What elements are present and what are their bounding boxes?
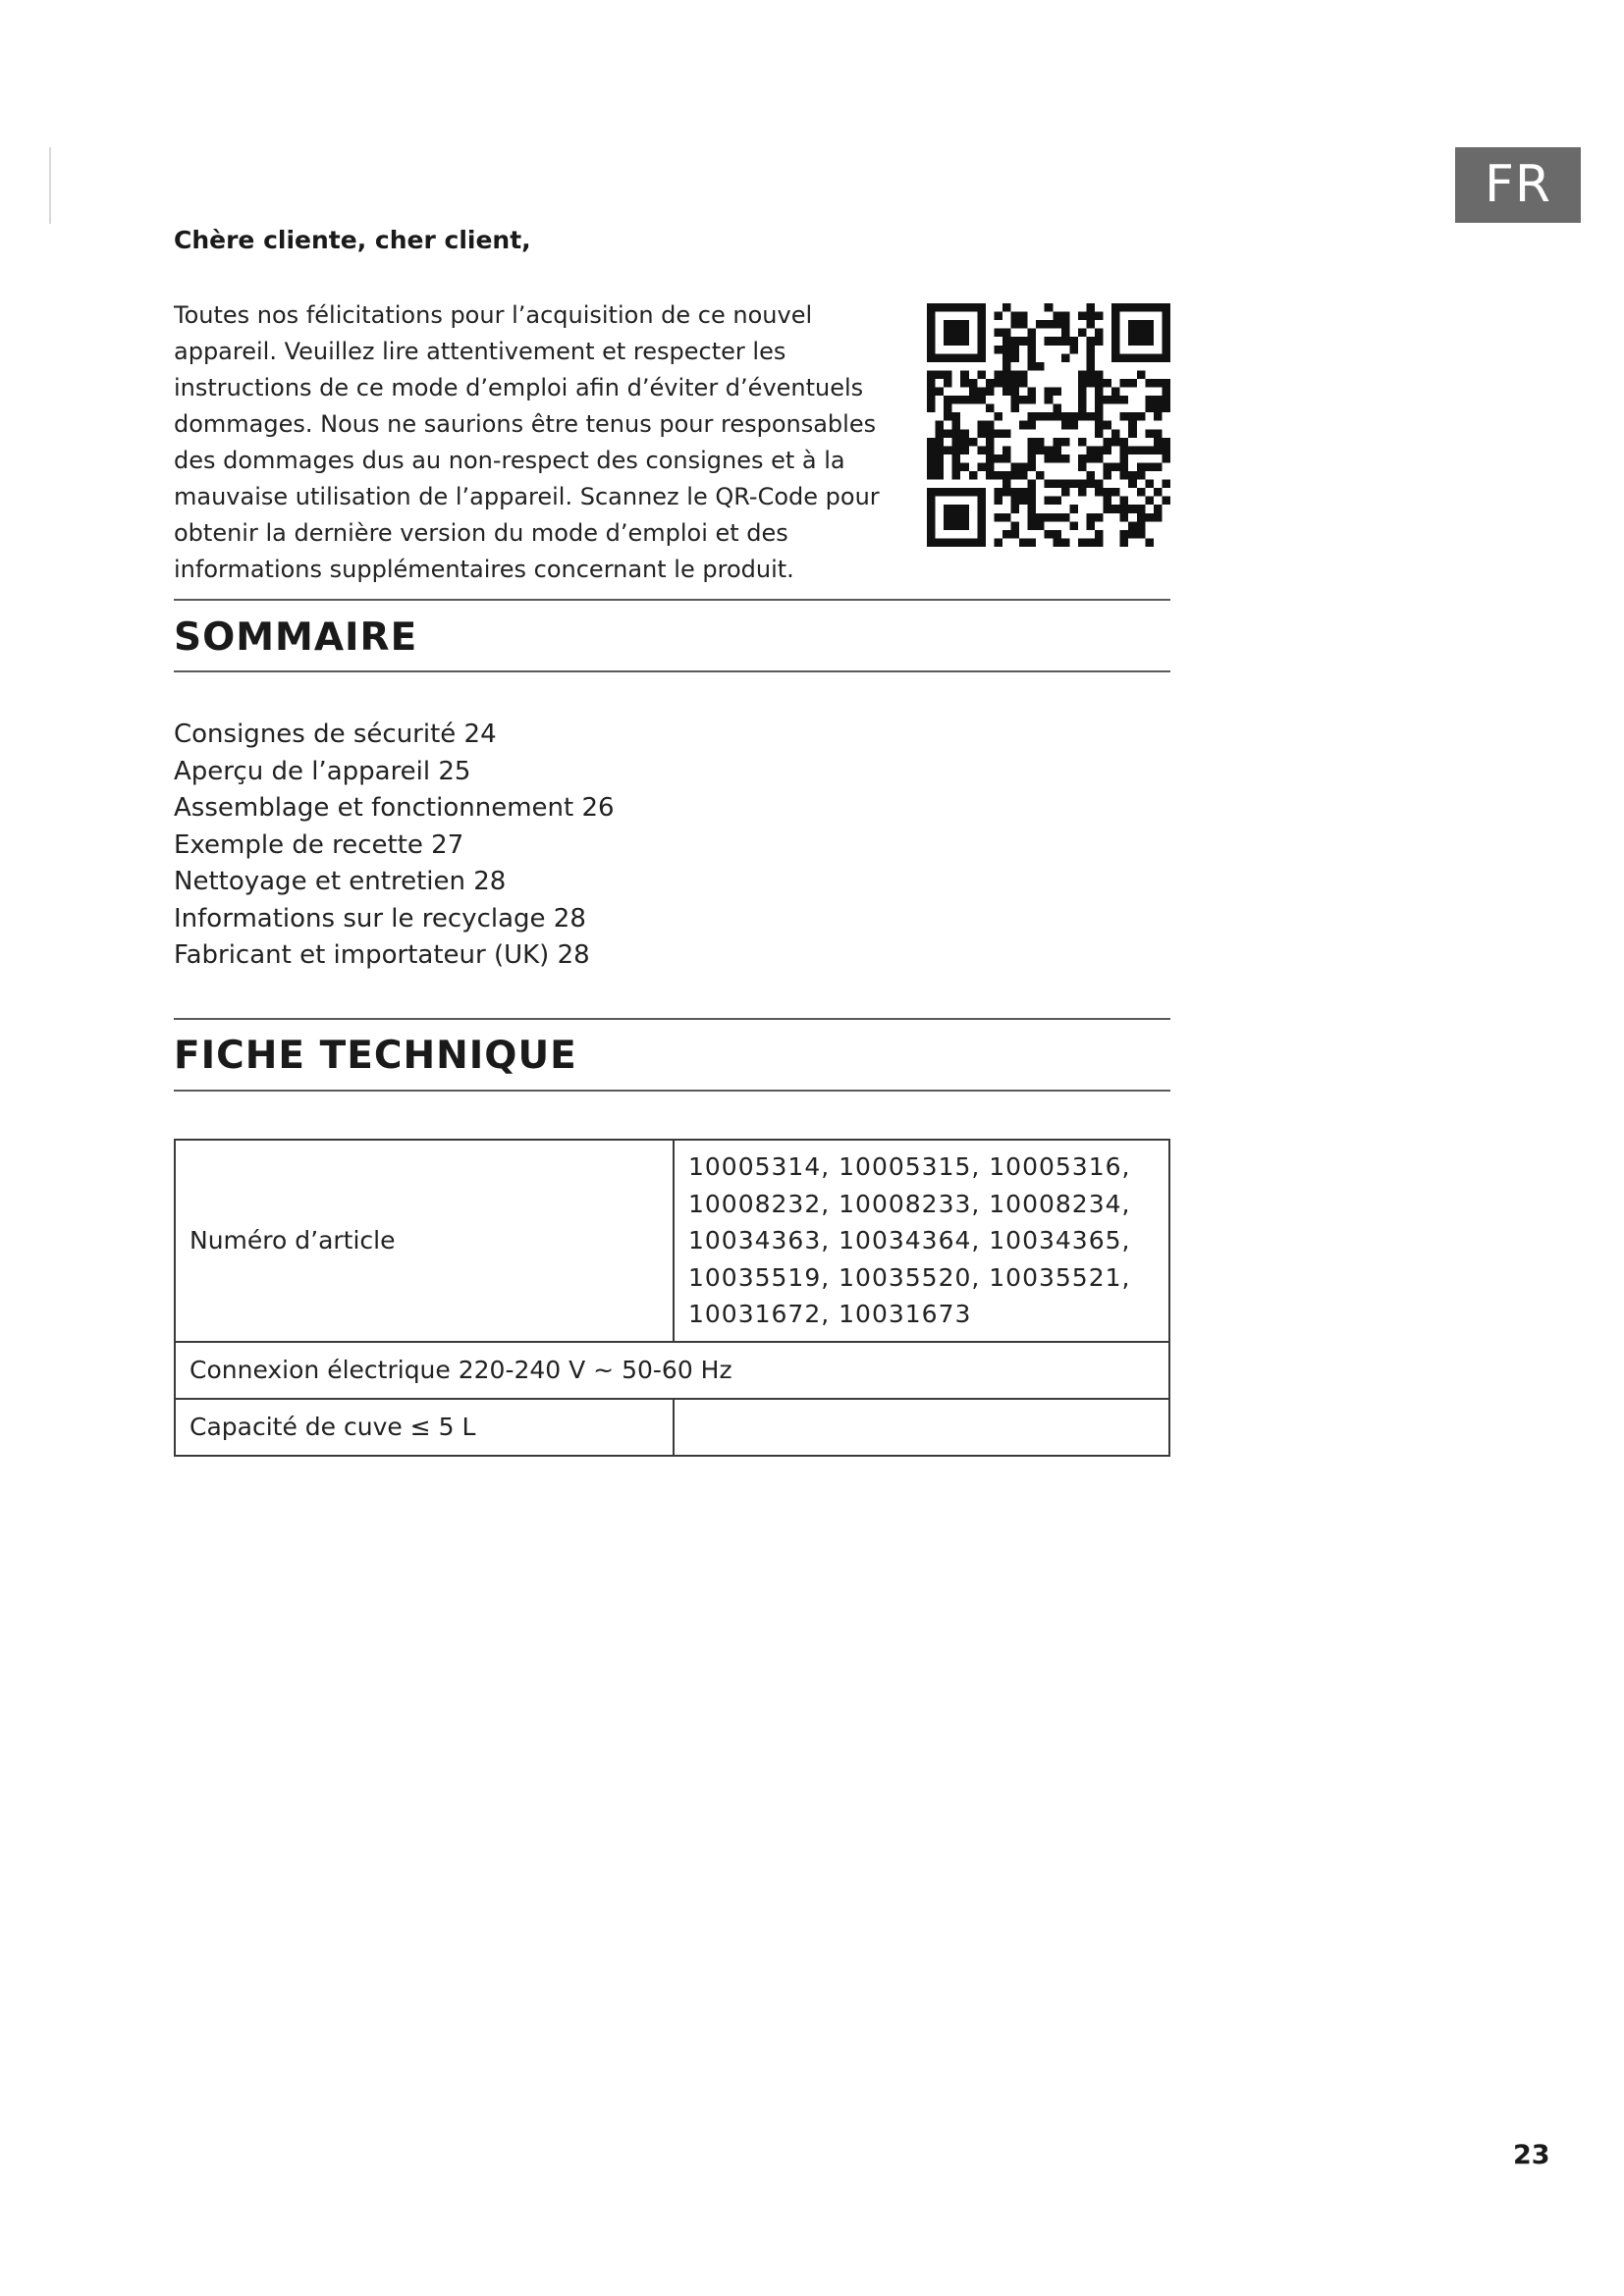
toc-item: Assemblage et fonctionnement 26 — [174, 793, 615, 823]
toc-item: Exemple de recette 27 — [174, 829, 464, 860]
article-number-line: 10035519, 10035520, 10035521, — [688, 1262, 1131, 1292]
divider — [174, 599, 1170, 601]
specs-title: FICHE TECHNIQUE — [174, 1034, 577, 1078]
intro-paragraph: Toutes nos félicitations pour l’acquisition de ce nouvel appareil. Veuillez lire attentivement et respecter les instructions de ce mode d’emploi afin d’éviter d’éventuels dommages. Nous ne saurions être tenus pour responsables des dommages dus au non-respect des consignes et à la mauvaise utilisation de l’appareil. Scannez le QR-Code pour obtenir la dernière version du mode d’emploi et des informations supplémentaires concernant le produit. — [174, 301, 880, 583]
article-number-line: 10031672, 10031673 — [688, 1300, 972, 1328]
margin-rule — [49, 147, 51, 224]
divider — [174, 670, 1170, 672]
divider — [174, 1018, 1170, 1020]
article-number-line: 10008232, 10008233, 10008234, — [688, 1189, 1131, 1218]
table-row — [175, 1342, 1169, 1399]
language-badge: FR — [1455, 147, 1581, 223]
toc-title: SOMMAIRE — [174, 615, 418, 660]
greeting: Chère cliente, cher client, — [174, 226, 531, 254]
spec-value — [674, 1399, 1169, 1456]
spec-label: Capacité de cuve ≤ 5 L — [175, 1399, 674, 1456]
spec-value — [674, 1140, 1169, 1342]
toc-item: Consignes de sécurité 24 — [174, 720, 497, 749]
article-number-line: 10005314, 10005315, 10005316, — [688, 1152, 1131, 1181]
spec-label: Connexion électrique 220-240 V ~ 50-60 Hz — [175, 1342, 1169, 1399]
table-row — [175, 1140, 1169, 1342]
spec-table — [174, 1139, 1170, 1457]
toc-item: Fabricant et importateur (UK) 28 — [174, 940, 590, 970]
page-number: 23 — [1513, 2140, 1550, 2170]
toc-item: Aperçu de l’appareil 25 — [174, 756, 471, 786]
divider — [174, 1090, 1170, 1092]
article-number-line: 10034363, 10034364, 10034365, — [688, 1226, 1131, 1255]
table-of-contents — [174, 717, 615, 975]
qr-code-icon — [927, 303, 1170, 547]
table-row — [175, 1399, 1169, 1456]
toc-item: Nettoyage et entretien 28 — [174, 867, 507, 896]
spec-label: Numéro d’article — [175, 1140, 674, 1342]
toc-item: Informations sur le recyclage 28 — [174, 903, 586, 934]
